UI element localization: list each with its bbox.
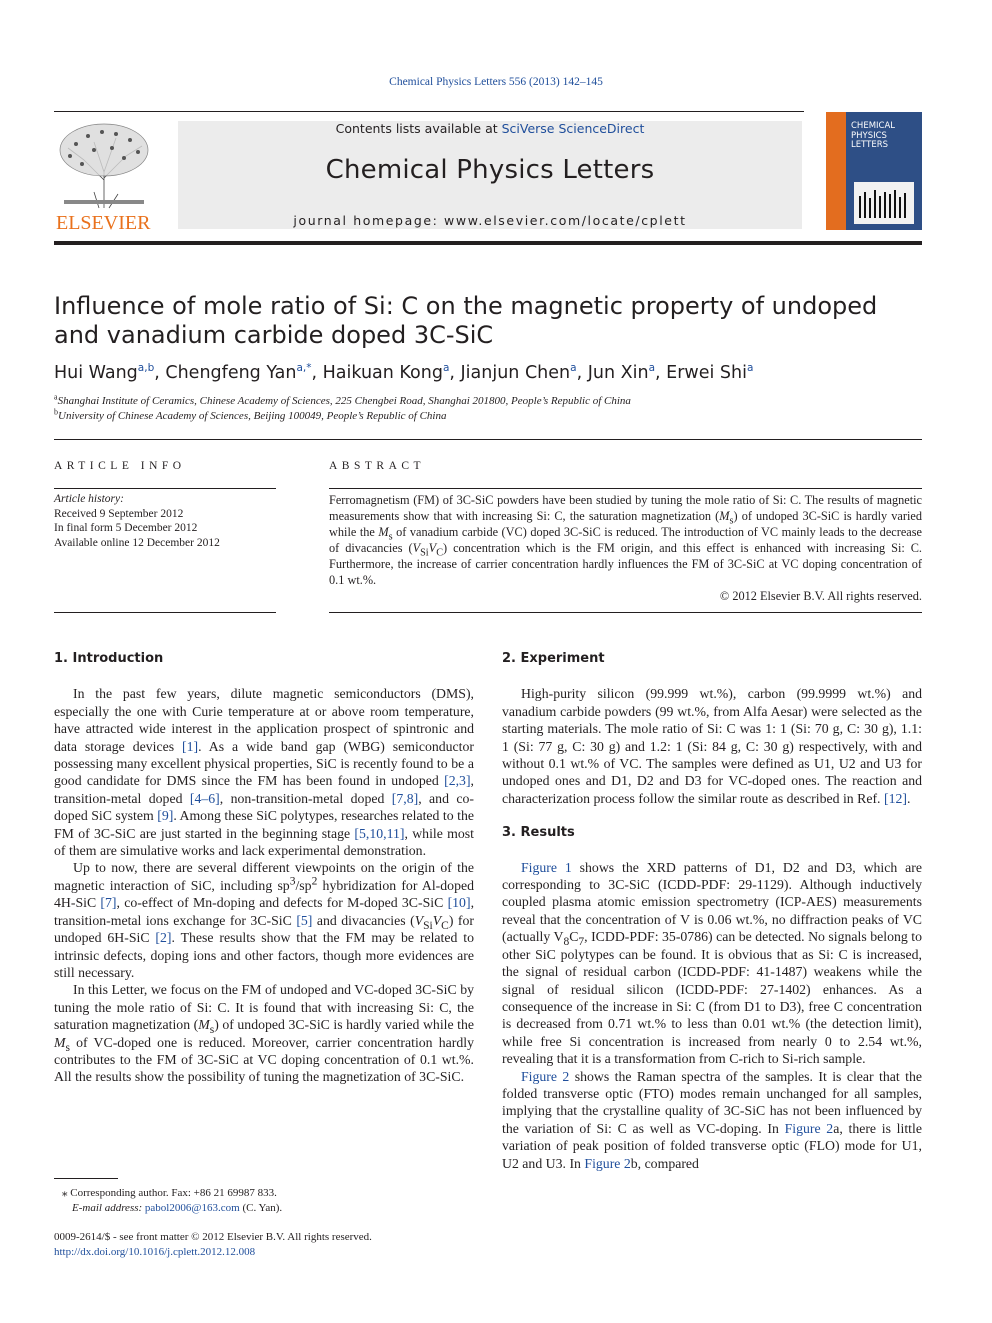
- email-link[interactable]: pabol2006@163.com: [144, 1202, 240, 1214]
- author-list: Hui Wang$^{a,b}$, Chengfeng Yan$^{a,*}$, Haikuan Kong$^a$, Jianjun Chen$^a$, Jun Xin$^a$, Erwei Shi$^a$: [54, 362, 754, 383]
- abstract-bottom-rule: [329, 612, 922, 613]
- author-name: Erwei Shi: [666, 363, 747, 383]
- footnote-rule: [54, 1178, 118, 1179]
- received-date: Received 9 September 2012: [54, 507, 184, 520]
- history-label: Article history:: [54, 493, 124, 505]
- author-name: Jianjun Chen: [460, 363, 571, 383]
- abstract-heading: ABSTRACT: [329, 460, 426, 472]
- online-date: Available online 12 December 2012: [54, 536, 220, 549]
- citation-link[interactable]: [4–6]: [189, 790, 220, 806]
- email-note: E-mail address: pabol2006@163.com (C. Yan).: [72, 1202, 283, 1214]
- affiliation-b: $^b$University of Chinese Academy of Sciences, Beijing 100049, People’s Republic of China: [54, 407, 447, 422]
- contents-line: [178, 121, 802, 136]
- journal-header-box: [178, 121, 802, 229]
- abstract-text: Ferromagnetism (FM) of 3C-SiC powders have been studied by tuning the mole ratio of Si: C. The results of magnetic measurements show that with increasing Si: C, the saturation magnetization $(M_s)$ of undoped 3C-SiC is hardly varied while the $M_s$ of vanadium carbide (VC) doped 3C-SiC is reduced. The introduction of VC mainly leads to the decrease of divacancies $(V_{Si}V_C)$ concentration which is the FM origin, and this effect is enhanced with increasing Si: C. Furthermore, the increase of carrier concentration hardly influences the FM of 3C-SiC at VC doping concentration of 0.1 wt.%.: [329, 493, 923, 587]
- author-name: Jun Xin: [587, 363, 649, 383]
- author-name: Haikuan Kong: [322, 363, 443, 383]
- homepage-url[interactable]: www.elsevier.com/locate/cplett: [444, 213, 687, 228]
- journal-homepage: [178, 213, 802, 228]
- affiliation-a: $^a$Shanghai Institute of Ceramics, Chinese Academy of Sciences, 225 Chengbei Road, Shanghai 201800, People’s Republic of China: [54, 392, 631, 407]
- intro-paragraph: In this Letter, we focus on the FM of undoped and VC-doped 3C-SiC by tuning the mole ratio of Si: C. It is found that with increasing Si: C, the saturation magnetization $(M_s)$ of undoped 3C-SiC is hardly varied while the $M_s$ of VC-doped one is reduced. Moreover, carrier concentration hardly contributes to the FM of 3C-SiC at VC doping concentration of 0.1 wt.%. All the results show the possibility of tuning the magnetization of 3C-SiC.: [54, 982, 475, 1085]
- cover-figure: [854, 182, 914, 224]
- contents-prefix: Contents lists available at: [335, 121, 502, 136]
- author-affiliation-mark[interactable]: a,b: [137, 362, 155, 375]
- journal-cover-image: [826, 112, 922, 230]
- article-title: Influence of mole ratio of Si: C on the magnetic property of undoped and vanadium carbide doped 3C-SiC: [54, 292, 878, 349]
- abstract-rule: [329, 488, 922, 489]
- figure-link[interactable]: Figure 2: [784, 1120, 834, 1136]
- right-column: [502, 650, 922, 1172]
- sciencedirect-link[interactable]: SciVerse ScienceDirect: [501, 121, 645, 136]
- citation-link[interactable]: [5,10,11]: [354, 825, 405, 841]
- cover-orange-stripe: [826, 112, 846, 230]
- section-heading-experiment: 2. Experiment: [502, 651, 605, 666]
- intro-paragraph: In the past few years, dilute magnetic semiconductors (DMS), especially the one with Curie temperature at or above room temperature, have attracted wide interest in the application prospect of spintronic and data storage devices [1]. As a wide band gap (WBG) semiconductor possessing many excellent physical properties, SiC is recently found to be a good candidate for DMS since the FM has been found in undoped [2,3], transition-metal doped [4–6], non-transition-metal doped [7,8], and co-doped SiC system [9]. Among these SiC polytypes, researches related to the FM of 3C-SiC are just started in the beginning stage [5,10,11], while most of them are simulative works and lack experimental demonstration.: [54, 686, 474, 859]
- author-affiliation-mark[interactable]: a: [648, 362, 656, 375]
- citation-link[interactable]: [9]: [157, 808, 174, 824]
- elsevier-tree-icon: [54, 120, 154, 232]
- author-affiliation-mark[interactable]: a,*: [296, 362, 312, 375]
- experiment-paragraph: High-purity silicon (99.999 wt.%), carbon (99.9999 wt.%) and vanadium carbide powders (99 wt.%, from Alfa Aesar) were selected as the starting materials. The mole ratio of Si: C was 1: 1 (Si: 70 g, C: 30 g), 1.1: 1 (Si: 77 g, C: 30 g) and 1.2: 1 (Si: 84 g, C: 30 g) respectively, with and without 0.1 wt.% of VC. The samples were defined as U1, U2 and U3 for undoped ones and D1, D2 and D3 for VC-doped ones. The reaction and characterization process follow the similar route as described in Ref. [12].: [502, 686, 922, 806]
- section-heading-introduction: 1. Introduction: [54, 651, 164, 666]
- citation-link[interactable]: [12]: [883, 790, 907, 806]
- author-affiliation-mark[interactable]: a: [570, 362, 577, 375]
- figure-link[interactable]: Figure 2: [584, 1155, 631, 1171]
- author-affiliation-mark[interactable]: a: [746, 362, 754, 375]
- journal-reference[interactable]: Chemical Physics Letters 556 (2013) 142–145: [389, 76, 603, 88]
- abstract-copyright: © 2012 Elsevier B.V. All rights reserved.: [719, 589, 922, 603]
- issn-line: 0009-2614/$ - see front matter © 2012 Elsevier B.V. All rights reserved.: [54, 1231, 372, 1243]
- footnotes: [54, 1186, 474, 1216]
- bottom-info: [54, 1230, 474, 1260]
- final-form-date: In final form 5 December 2012: [54, 522, 198, 534]
- header-top-rule: [54, 111, 804, 112]
- article-info-bottom-rule: [54, 612, 276, 613]
- section-heading-results: 3. Results: [502, 825, 575, 841]
- corresponding-author-note: ⁎ Corresponding author. Fax: +86 21 69987 833.: [62, 1187, 277, 1199]
- article-history: [54, 492, 276, 550]
- citation-link[interactable]: [2,3]: [444, 773, 471, 789]
- citation-link[interactable]: [7]: [100, 895, 117, 911]
- doi-link[interactable]: http://dx.doi.org/10.1016/j.cplett.2012.12.008: [54, 1246, 256, 1258]
- figure-link[interactable]: Figure 2: [521, 1068, 570, 1084]
- author-name: Hui Wang: [54, 363, 138, 383]
- citation-link[interactable]: [1]: [182, 738, 199, 754]
- cover-title: CHEMICAL PHYSICS LETTERS: [851, 121, 896, 150]
- results-paragraph: Figure 2 shows the Raman spectra of the samples. It is clear that the folded transverse optic (FTO) modes remain unchanged for all samples, implying that the crystalline quality of 3C-SiC has not been influenced by the variation of Si: C as well as VC-doping. In Figure 2a, there is little variation of peak position of folded transverse optic (FLO) mode for U1, U2 and U3. In Figure 2b, compared: [502, 1068, 922, 1171]
- journal-name: Chemical Physics Letters: [325, 155, 655, 185]
- author-affiliation-mark[interactable]: a: [442, 362, 450, 375]
- figure-link[interactable]: Figure 1: [521, 859, 572, 875]
- header-thick-rule: [54, 241, 922, 245]
- article-info-heading: ARTICLE INFO: [54, 460, 186, 472]
- results-paragraph: Figure 1 shows the XRD patterns of D1, D2 and D3, which are corresponding to 3C-SiC (ICDD-PDF: 29-1129). Although inductively coupled plasma atomic emission spectrometry (ICP-AES) measurements reveal that the concentration of V is 0.06 wt.%, no diffraction peaks of VC (actually $V_8C_7$, ICDD-PDF: 35-0786) can be detected. No signals belong to other SiC polytypes can be found. It is obvious that as Si: C is increased, the signal of residual carbon (ICDD-PDF: 41-1487) weakens while the signal of residual silicon (ICDD-PDF: 27-1402) enhances. As a consequence of the increase in Si: C (from D1 to D3), free C concentration is decreased from 0.71 wt.% to less than 0.01 wt.% (the detection limit), while free Si concentration is increased from nearly 0 to 2.54 wt.%, revealing that it is a transformation from C-rich to Si-rich sample.: [502, 859, 922, 1067]
- elsevier-logo: [54, 120, 154, 232]
- homepage-prefix: journal homepage:: [293, 213, 445, 228]
- citation-link[interactable]: [2]: [155, 930, 172, 946]
- citation-link[interactable]: [10]: [447, 895, 471, 911]
- affiliation-rule: [54, 439, 922, 440]
- author-name: Chengfeng Yan: [165, 363, 297, 383]
- citation-link[interactable]: [5]: [296, 912, 313, 928]
- svg-text:ELSEVIER: ELSEVIER: [56, 212, 151, 232]
- intro-paragraph: Up to now, there are several different viewpoints on the origin of the magnetic interaction of SiC, including $sp^3/sp^2$ hybridization for Al-doped 4H-SiC [7], co-effect of Mn-doping and defects for M-doped 3C-SiC [10], transition-metal ions exchange for 3C-SiC [5] and divacancies $(V_{Si}V_C)$ for undoped 6H-SiC [2]. These results show that the FM may be related to intrinsic defects, doping ions and other factors, though more evidences are still necessary.: [54, 860, 475, 980]
- citation-link[interactable]: [7,8]: [391, 790, 419, 806]
- left-column: [54, 650, 474, 1086]
- article-info-rule: [54, 488, 276, 489]
